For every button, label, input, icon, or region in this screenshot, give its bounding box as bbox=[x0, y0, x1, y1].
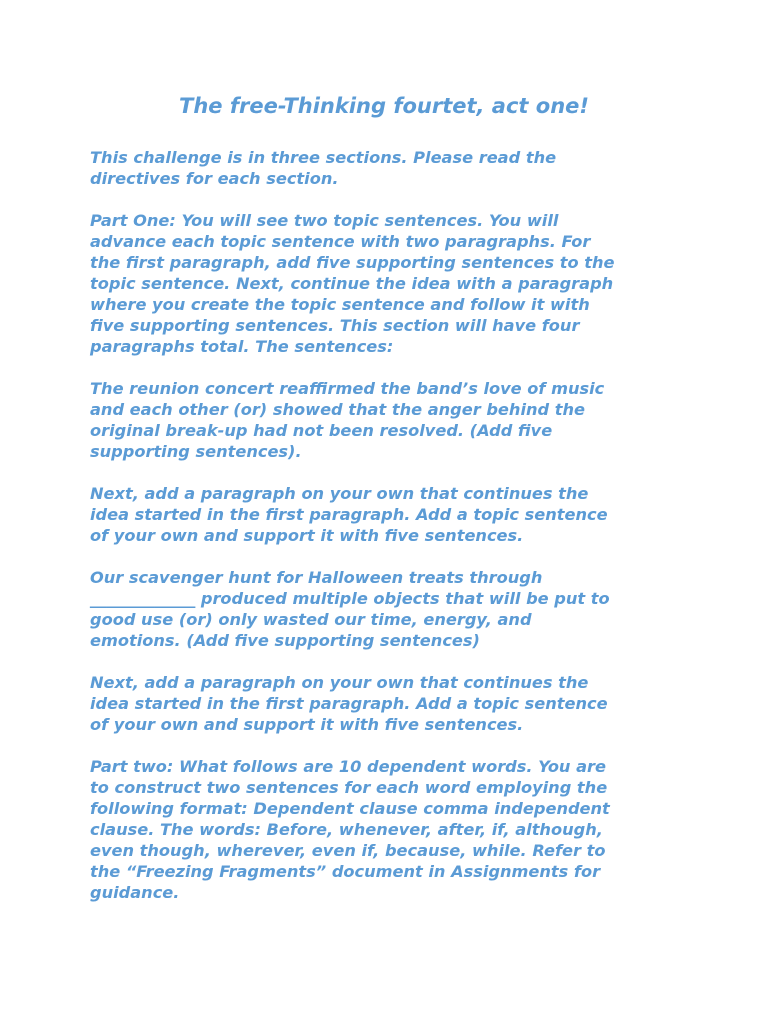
part-one-instructions: Part One: You will see two topic sentences. You will advance each topic sentence with two paragraphs. For the first paragraph, add five supporting sentences to the topic sentence. Next, continue the idea with a paragraph where you create the topic sentence and follow it with five supporting sentences. This section will have four paragraphs total. The sentences: bbox=[90, 211, 615, 356]
follow-up-instructions-two: Next, add a paragraph on your own that continues the idea started in the first paragraph. Add a topic sentence of your own and support it with five sentences. bbox=[90, 673, 608, 734]
topic-sentence-two: Our scavenger hunt for Halloween treats through _____________ produced multiple objects that will be put to good use (or) only wasted our time, energy, and emotions. (Add five supporting sentences) bbox=[90, 568, 610, 650]
intro-paragraph: This challenge is in three sections. Please read the directives for each section. bbox=[90, 148, 557, 188]
topic-sentence-one: The reunion concert reaffirmed the band’s love of music and each other (or) showed that the anger behind the original break-up had not been resolved. (Add five supporting sentences). bbox=[90, 379, 605, 461]
document-body bbox=[90, 147, 690, 924]
document-title: The free-Thinking fourtet, act one! bbox=[179, 94, 589, 118]
part-two-instructions: Part two: What follows are 10 dependent words. You are to construct two sentences for each word employing the following format: Dependent clause comma independent clause. The words: Before, whenever, after, if, although, even though, wherever, even if, because, while. Refer to the “Freezing Fragments” document in Assignments for guidance. bbox=[90, 757, 610, 902]
follow-up-instructions-one: Next, add a paragraph on your own that continues the idea started in the first paragraph. Add a topic sentence of your own and support it with five sentences. bbox=[90, 484, 608, 545]
